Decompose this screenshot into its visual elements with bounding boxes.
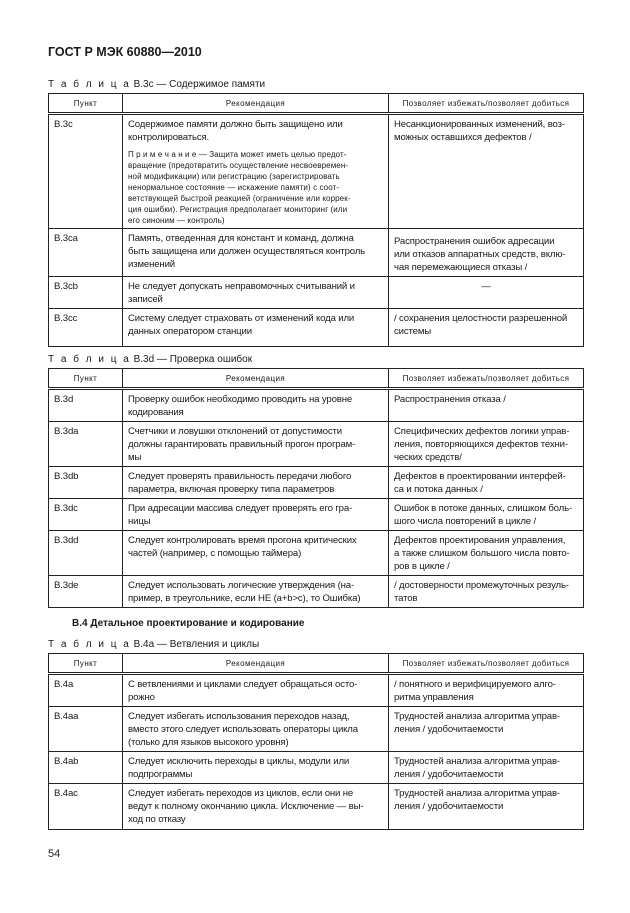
table-row — [49, 229, 584, 277]
effect-cell: Специфических дефектов логики управ- ления, повторяющихся дефектов техни- ческих средств/ — [389, 422, 584, 467]
item-id: В.3сс — [49, 309, 123, 347]
recommendation-cell: Систему следует страховать от изменений кода или данных оператором станции — [123, 309, 389, 347]
caption-text: В.3с — Содержимое памяти — [133, 79, 266, 90]
recommendation-cell: Следует использовать логические утверждения (на- пример, в треугольнике, если НЕ (а+b>с), то Ошибка) — [123, 576, 389, 608]
table-row — [49, 707, 584, 752]
table-caption-b4a — [48, 639, 583, 651]
column-header-recommendation: Рекомендация — [123, 94, 389, 114]
recommendation-cell: Следует проверять правильность передачи любого параметра, включая проверку типа параметров — [123, 467, 389, 499]
table-row — [49, 752, 584, 784]
table-row — [49, 389, 584, 422]
effect-cell: / достоверности промежуточных резуль- татов — [389, 576, 584, 608]
table-row — [49, 114, 584, 229]
caption-text: В.3d — Проверка ошибок — [133, 354, 253, 365]
table-b3c — [48, 93, 584, 347]
effect-cell: Трудностей анализа алгоритма управ- ления / удобочитаемости — [389, 752, 584, 784]
column-header-effect: Позволяет избежать/позволяет добиться — [389, 94, 584, 114]
table-header-row — [49, 94, 584, 114]
recommendation-cell: Следует исключить переходы в циклы, модули или подпрограммы — [123, 752, 389, 784]
recommendation-cell: Счетчики и ловушки отклонений от допустимости должны гарантировать правильный прогон програм- мы — [123, 422, 389, 467]
effect-cell: Несанкционированных изменений, воз- можных оставшихся дефектов / — [389, 114, 584, 229]
recommendation-cell: Не следует допускать неправомочных считываний и записей — [123, 277, 389, 309]
column-header-item: Пункт — [49, 654, 123, 674]
table-row — [49, 784, 584, 830]
caption-prefix: Т а б л и ц а — [48, 354, 131, 365]
column-header-item: Пункт — [49, 94, 123, 114]
item-id: В.3de — [49, 576, 123, 608]
column-header-effect: Позволяет избежать/позволяет добиться — [389, 654, 584, 674]
recommendation-cell: Проверку ошибок необходимо проводить на уровне кодирования — [123, 389, 389, 422]
item-id: В.3cb — [49, 277, 123, 309]
column-header-recommendation: Рекомендация — [123, 369, 389, 389]
recommendation-cell: Следует избегать использования переходов назад, вместо этого следует использовать операторы цикла (только для языков высокого уровня) — [123, 707, 389, 752]
recommendation-cell: С ветвлениями и циклами следует обращаться осто- рожно — [123, 674, 389, 707]
recommendation-cell: Следует контролировать время прогона критических частей (например, с помощью таймера) — [123, 531, 389, 576]
item-id: В.3db — [49, 467, 123, 499]
caption-prefix: Т а б л и ц а — [48, 639, 131, 650]
column-header-item: Пункт — [49, 369, 123, 389]
recommendation-cell: Память, отведенная для констант и команд, должна быть защищена или должен осуществляться контроль изменений — [123, 229, 389, 277]
item-id: В.3da — [49, 422, 123, 467]
caption-text: В.4а — Ветвления и циклы — [133, 639, 260, 650]
effect-cell: Трудностей анализа алгоритма управ- ления / удобочитаемости — [389, 784, 584, 830]
column-header-recommendation: Рекомендация — [123, 654, 389, 674]
table-row — [49, 467, 584, 499]
table-header-row — [49, 369, 584, 389]
column-header-effect: Позволяет избежать/позволяет добиться — [389, 369, 584, 389]
effect-cell: / понятного и верифицируемого алго- ритма управления — [389, 674, 584, 707]
table-b4a — [48, 653, 584, 830]
recommendation-cell — [123, 114, 389, 229]
item-id: В.4ас — [49, 784, 123, 830]
item-id: В.3d — [49, 389, 123, 422]
note-text: П р и м е ч а н и е — Защита может иметь целью предот- вращение (предотвратить осуществление несвоевремен- ной модификации) или регистрацию (зарегистрировать ненормальное состояние — искажение памяти) с соот- ветствующей быстрой реакцией (ограничение или коррек- ция ошибки). Регистрация предполагает мониторинг (или его синоним — контроль) — [128, 150, 351, 225]
item-id: В.3dd — [49, 531, 123, 576]
caption-prefix: Т а б л и ц а — [48, 79, 131, 90]
table-row — [49, 422, 584, 467]
table-caption-b3c — [48, 79, 583, 91]
table-row — [49, 576, 584, 608]
table-header-row — [49, 654, 584, 674]
document-header-title: ГОСТ Р МЭК 60880—2010 — [48, 45, 202, 59]
effect-cell: Дефектов проектирования управления, а также слишком большого числа повто- ров в цикле / — [389, 531, 584, 576]
effect-cell: Ошибок в потоке данных, слишком боль- шого числа повторений в цикле / — [389, 499, 584, 531]
table-row — [49, 277, 584, 309]
effect-cell: — — [389, 277, 584, 309]
effect-cell: Распространения ошибок адресации или отказов аппаратных средств, вклю- чая перемежающиеся отказы / — [389, 229, 584, 277]
table-caption-b3d — [48, 354, 583, 366]
item-id: В.4ab — [49, 752, 123, 784]
item-id: В.3са — [49, 229, 123, 277]
table-row — [49, 309, 584, 347]
effect-cell: Дефектов в проектировании интерфей- са и потока данных / — [389, 467, 584, 499]
effect-cell: Трудностей анализа алгоритма управ- ления / удобочитаемости — [389, 707, 584, 752]
item-id: В.3dc — [49, 499, 123, 531]
table-b3d — [48, 368, 584, 608]
effect-cell: Распространения отказа / — [389, 389, 584, 422]
item-id: В.3с — [49, 114, 123, 229]
recommendation-text: Содержимое памяти должно быть защищено или контролироваться. — [128, 119, 343, 143]
section-heading-b4: В.4 Детальное проектирование и кодирование — [72, 618, 305, 629]
table-row — [49, 499, 584, 531]
table-row — [49, 531, 584, 576]
item-id: В.4а — [49, 674, 123, 707]
effect-cell: / сохранения целостности разрешенной системы — [389, 309, 584, 347]
recommendation-cell: Следует избегать переходов из циклов, если они не ведут к полному окончанию цикла. Исключение — вы- ход по отказу — [123, 784, 389, 830]
page-number: 54 — [48, 848, 61, 860]
recommendation-cell: При адресации массива следует проверять его гра- ницы — [123, 499, 389, 531]
table-row — [49, 674, 584, 707]
item-id: В.4аа — [49, 707, 123, 752]
